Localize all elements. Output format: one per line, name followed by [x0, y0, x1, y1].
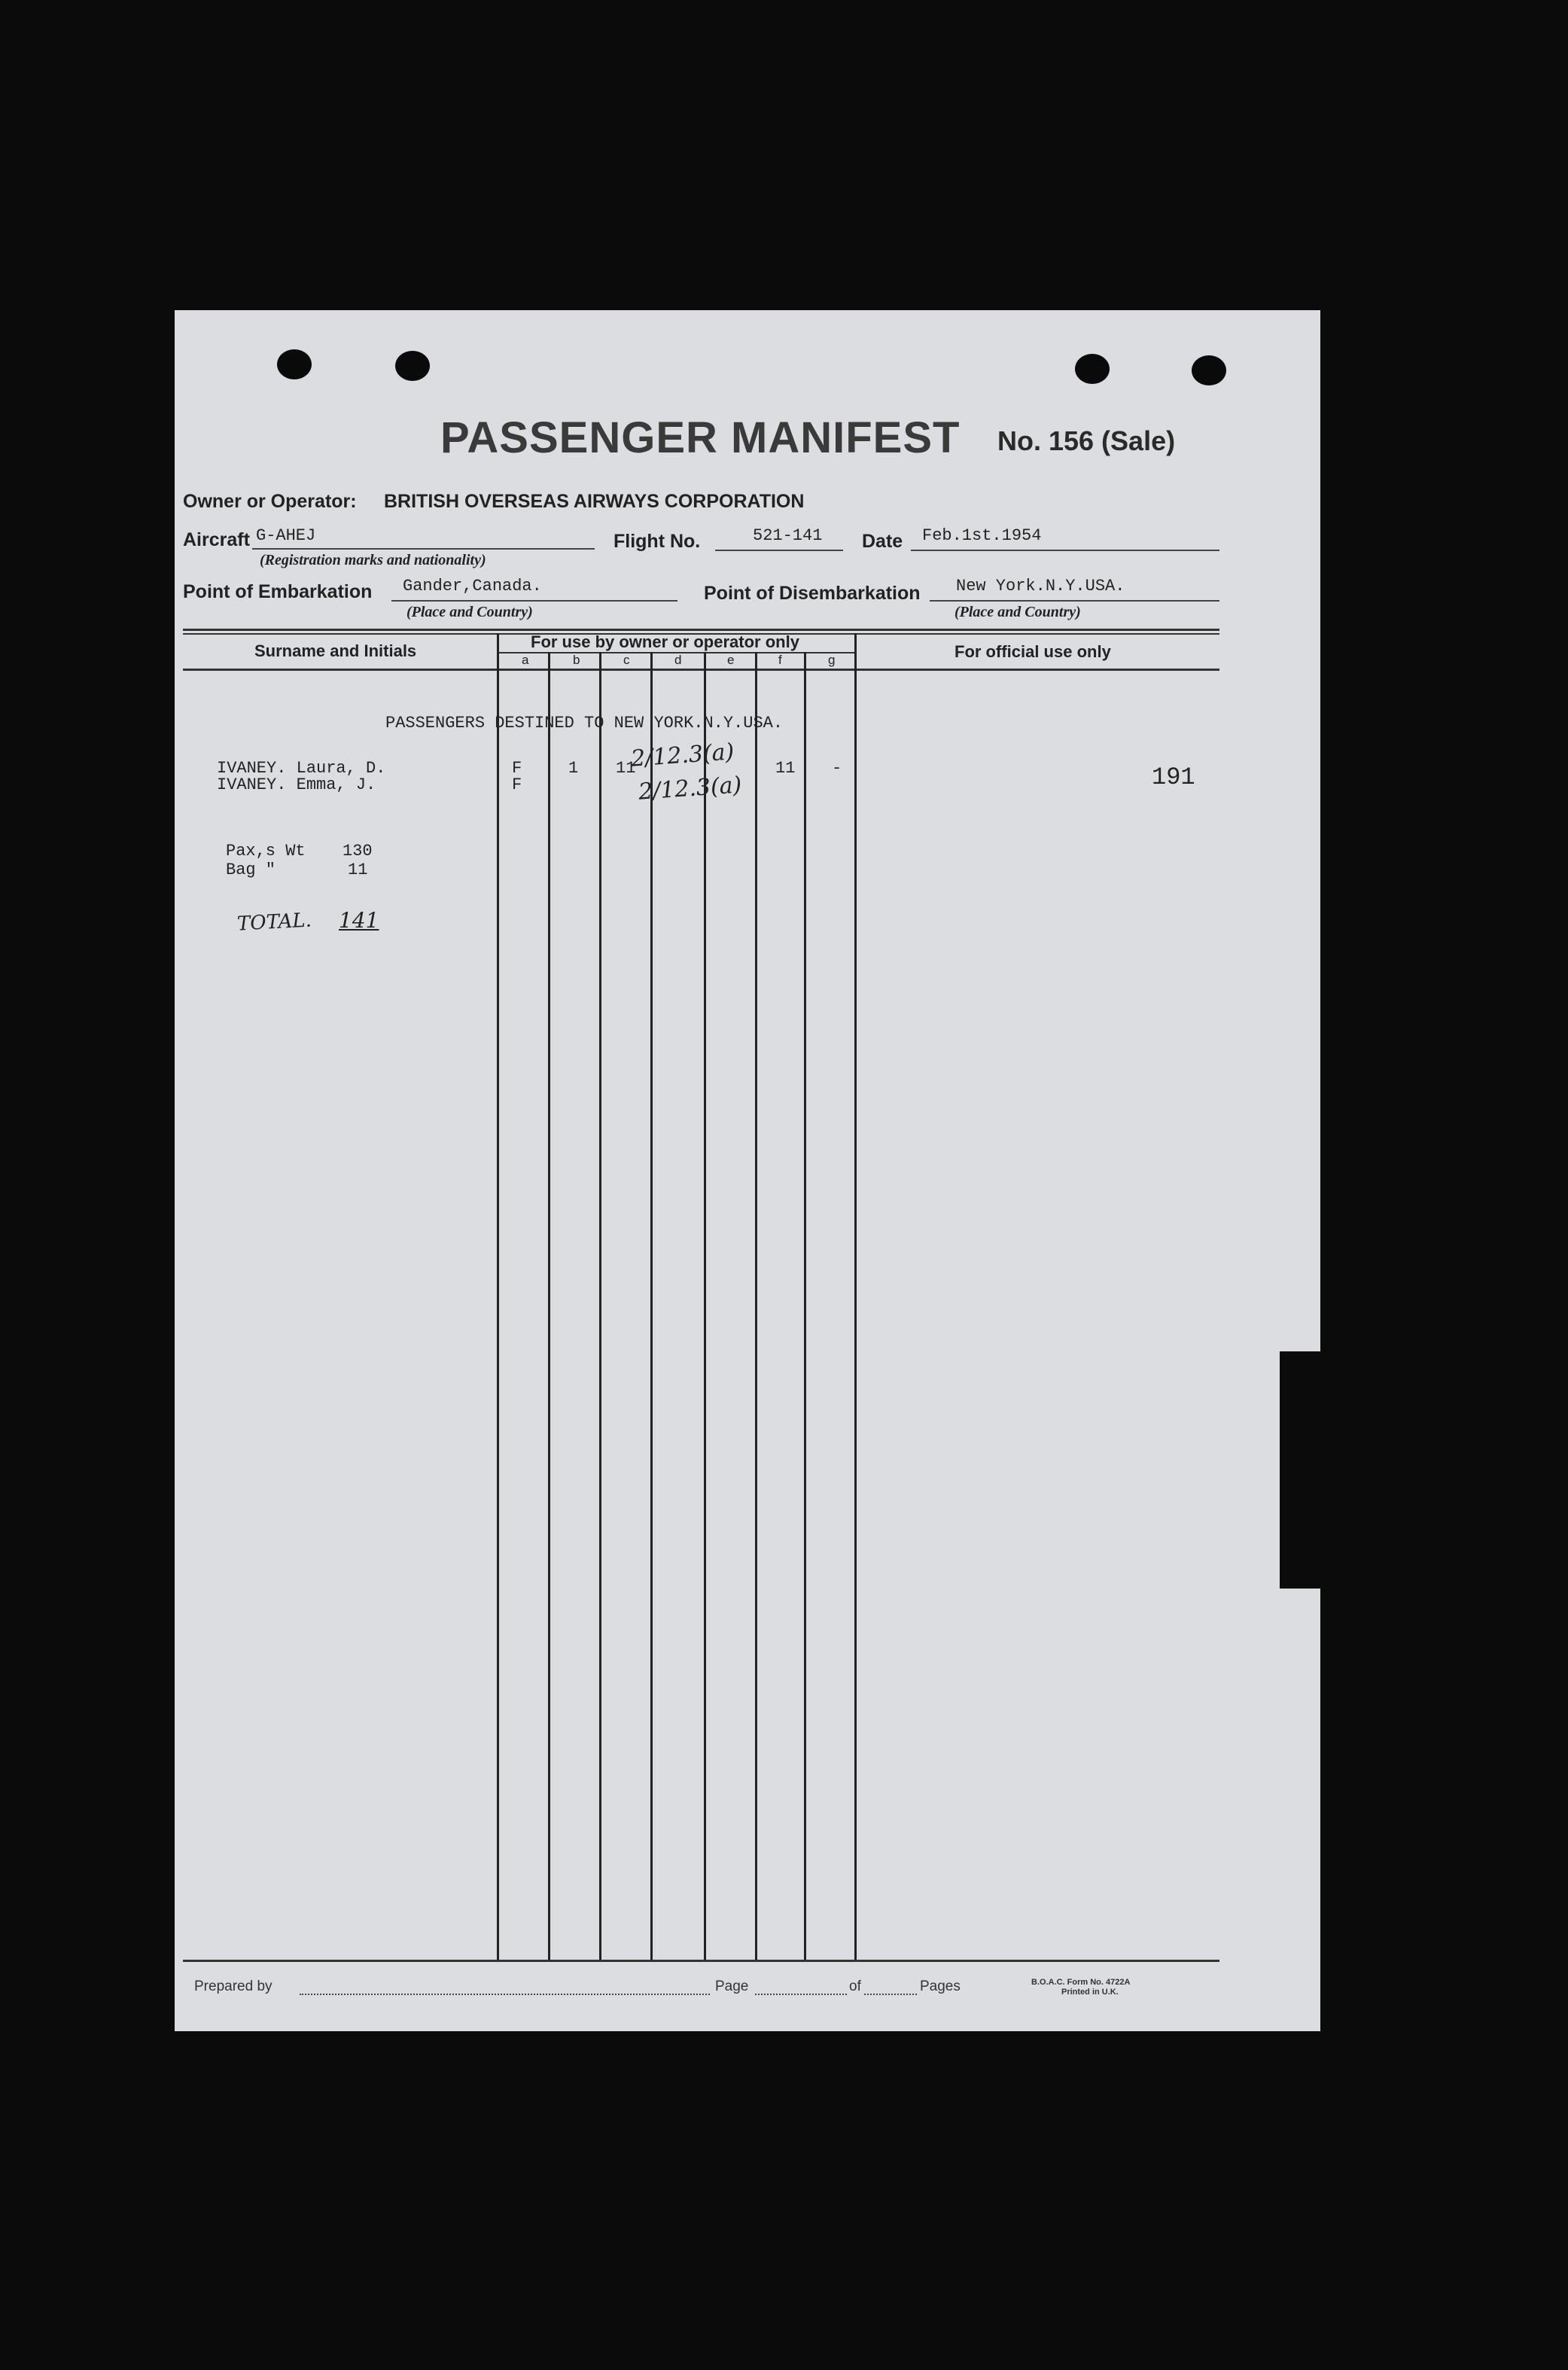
embarkation-value: Gander,Canada. — [403, 577, 542, 596]
table-header-bottom-rule — [183, 669, 1219, 671]
passenger-1-col-a: F — [512, 759, 522, 778]
owner-use-header: For use by owner or operator only — [531, 632, 799, 651]
total-value: 141 — [339, 908, 379, 933]
passenger-1-col-c: 11 — [616, 759, 636, 778]
bag-value: 11 — [348, 861, 368, 879]
embarkation-label: Point of Embarkation — [183, 581, 373, 602]
col-line-6 — [804, 652, 806, 1960]
col-e: e — [727, 653, 735, 667]
flight-label: Flight No. — [613, 531, 701, 552]
col-f: f — [778, 653, 782, 667]
page-label: Page — [715, 1979, 749, 1994]
total-label: TOTAL. — [236, 909, 312, 936]
surname-header: Surname and Initials — [254, 641, 417, 660]
of-label: of — [849, 1979, 861, 1994]
passenger-1-col-b: 1 — [568, 759, 579, 778]
page-notch — [1280, 1351, 1325, 1589]
flight-underline — [715, 550, 843, 551]
official-use-header: For official use only — [955, 642, 1111, 661]
col-c: c — [623, 653, 630, 667]
col-line-1 — [548, 652, 550, 1960]
flight-value: 521-141 — [753, 526, 823, 545]
punch-hole-3 — [1075, 354, 1110, 384]
date-label: Date — [862, 531, 903, 552]
disembarkation-underline — [930, 600, 1219, 602]
aircraft-underline — [252, 548, 595, 550]
page-title: PASSENGER MANIFEST — [440, 413, 961, 462]
footer-rule — [183, 1960, 1219, 1962]
embarkation-caption: (Place and Country) — [406, 604, 533, 620]
punch-hole-2 — [395, 351, 430, 381]
date-value: Feb.1st.1954 — [922, 526, 1042, 545]
col-line-0 — [497, 633, 499, 1960]
disembarkation-caption: (Place and Country) — [955, 604, 1081, 620]
col-b: b — [573, 653, 580, 667]
pax-weight-label: Pax,s Wt — [226, 842, 306, 861]
table-top-rule — [183, 629, 1219, 631]
col-line-7 — [854, 633, 857, 1960]
aircraft-caption: (Registration marks and nationality) — [260, 552, 486, 568]
passenger-1-col-f: 11 — [775, 759, 796, 778]
manifest-number: No. 156 (Sale) — [997, 425, 1176, 456]
owner-label: Owner or Operator: — [183, 491, 357, 512]
punch-hole-1 — [277, 349, 312, 379]
prepared-by-line — [300, 1994, 710, 1996]
col-a: a — [522, 653, 529, 667]
aircraft-value: G-AHEJ — [256, 526, 316, 545]
passenger-1-col-g: - — [832, 759, 842, 778]
printed-in: Printed in U.K. — [1061, 1988, 1119, 1997]
bag-label: Bag " — [226, 861, 276, 879]
prepared-by-label: Prepared by — [194, 1979, 272, 1994]
owner-value: BRITISH OVERSEAS AIRWAYS CORPORATION — [384, 491, 805, 512]
handwritten-note-2: 2/12.3(a) — [637, 772, 743, 806]
col-d: d — [674, 653, 682, 667]
col-line-5 — [755, 652, 757, 1960]
form-number: B.O.A.C. Form No. 4722A — [1031, 1978, 1131, 1987]
aircraft-label: Aircraft — [183, 529, 250, 550]
embarkation-underline — [391, 600, 677, 602]
passenger-1-name: IVANEY. Laura, D. — [217, 759, 386, 778]
pages-label: Pages — [920, 1979, 961, 1994]
official-number: 191 — [1152, 763, 1195, 791]
col-g: g — [828, 653, 836, 667]
punch-hole-4 — [1192, 355, 1226, 385]
pax-weight-value: 130 — [343, 842, 373, 861]
col-line-4 — [704, 652, 706, 1960]
handwritten-note-1: 2/12.3(a) — [629, 739, 735, 772]
disembarkation-label: Point of Disembarkation — [704, 583, 921, 604]
passenger-2-name: IVANEY. Emma, J. — [217, 775, 376, 794]
destined-line: PASSENGERS DESTINED TO NEW YORK.N.Y.USA. — [385, 714, 784, 733]
col-line-2 — [599, 652, 601, 1960]
date-underline — [911, 550, 1219, 551]
passenger-2-col-a: F — [512, 775, 522, 794]
of-line — [864, 1994, 917, 1996]
col-line-3 — [650, 652, 653, 1960]
page-line — [755, 1994, 847, 1996]
disembarkation-value: New York.N.Y.USA. — [956, 577, 1125, 596]
